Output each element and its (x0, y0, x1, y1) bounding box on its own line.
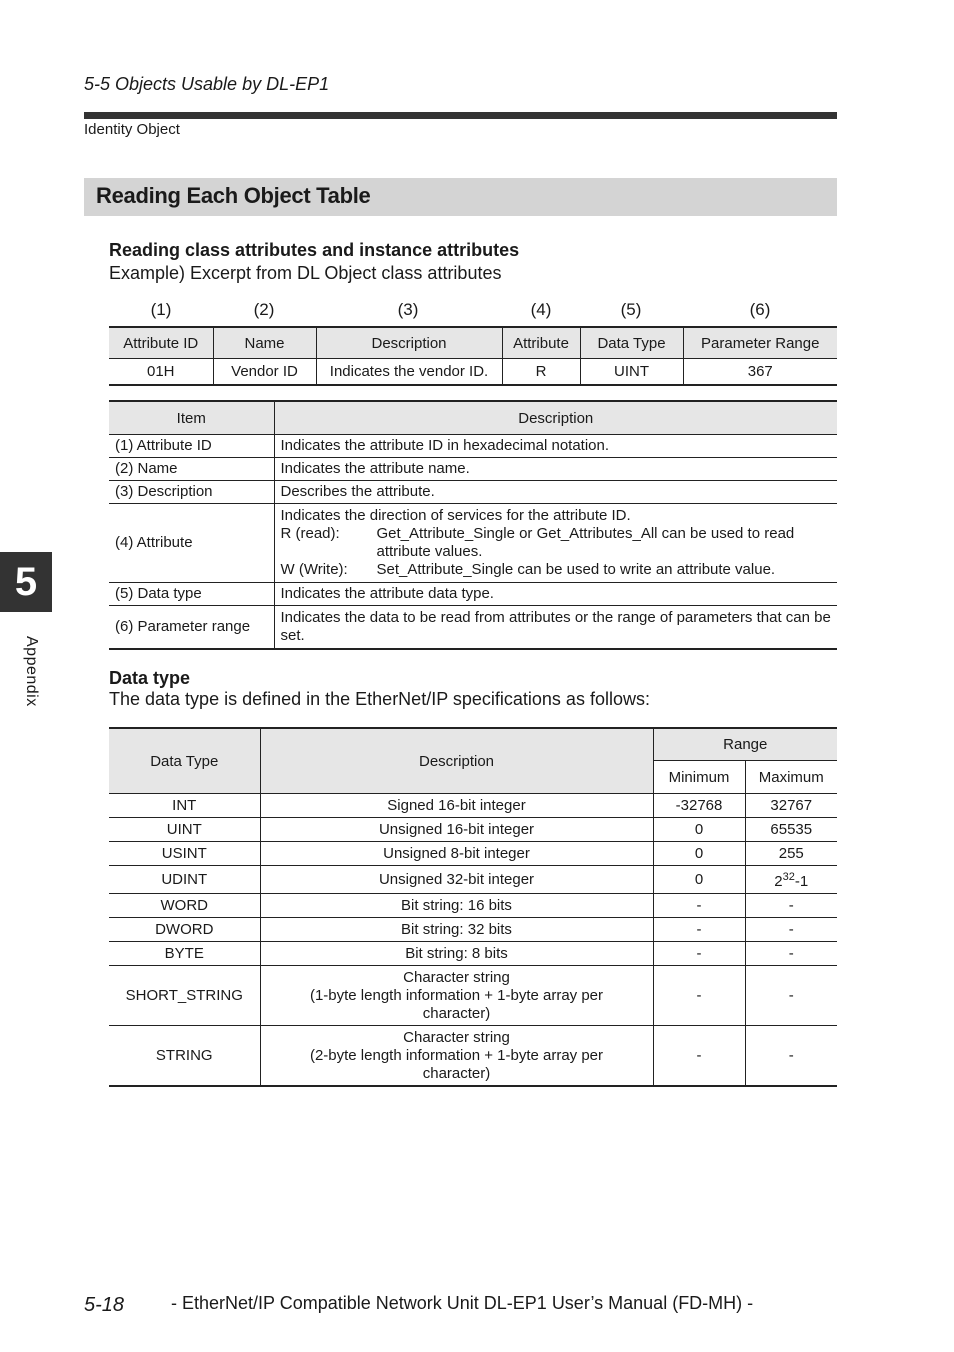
max-cell: - (745, 1026, 837, 1087)
max-cell: 32767 (745, 794, 837, 818)
desc-write-entry (281, 561, 832, 579)
item-cell: (1) Attribute ID (109, 435, 274, 458)
type-cell: UINT (109, 818, 260, 842)
max-exponent: 32 (782, 871, 795, 883)
table-row (109, 818, 837, 842)
min-cell: - (653, 966, 745, 1026)
header-cell: Description (260, 728, 653, 794)
table-row (109, 794, 837, 818)
column-number: (6) (749, 300, 771, 319)
max-cell: - (745, 942, 837, 966)
item-description-table (109, 400, 837, 650)
header-cell: Parameter Range (683, 327, 837, 359)
section2-text: The data type is defined in the EtherNet/IP specifications as follows: (109, 689, 650, 709)
desc-cell: Indicates the attribute name. (274, 458, 837, 481)
desc-write-label: W (Write): (280, 561, 348, 578)
type-cell: SHORT_STRING (109, 966, 260, 1026)
section1-subtitle: Example) Excerpt from DL Object class attributes (109, 263, 502, 283)
header-cell: Data Type (580, 327, 683, 359)
type-cell: WORD (109, 894, 260, 918)
table-row (109, 842, 837, 866)
table-cell: R (502, 359, 580, 386)
table-row (109, 435, 837, 458)
max-cell: - (745, 966, 837, 1026)
page-number: 5-18 (84, 1294, 125, 1316)
desc-cell: Bit string: 32 bits (260, 918, 653, 942)
min-cell: 0 (653, 842, 745, 866)
table-cell: Vendor ID (213, 359, 316, 386)
table-cell: UINT (580, 359, 683, 386)
table-row (109, 966, 837, 1026)
table-header-row (109, 327, 837, 359)
min-cell: - (653, 942, 745, 966)
desc-cell: Unsigned 16-bit integer (260, 818, 653, 842)
table-row (109, 942, 837, 966)
desc-cell: Unsigned 8-bit integer (260, 842, 653, 866)
desc-line: Character string (403, 1028, 510, 1046)
header-cell: Item (109, 401, 274, 435)
type-cell: DWORD (109, 918, 260, 942)
desc-cell: Indicates the data to be read from attributes or the range of parameters that can be set. (274, 606, 837, 650)
column-number: (1) (150, 300, 172, 319)
max-cell: 255 (745, 842, 837, 866)
running-head: 5-5 Objects Usable by DL-EP1 (84, 74, 330, 94)
table-cell: 367 (683, 359, 837, 386)
item-cell: (5) Data type (109, 583, 274, 606)
desc-cell: Bit string: 8 bits (260, 942, 653, 966)
desc-cell: Bit string: 16 bits (260, 894, 653, 918)
desc-line: (1-byte length information + 1-byte array per (309, 986, 604, 1004)
max-tail: -1 (794, 873, 809, 890)
header-cell: Maximum (745, 761, 837, 794)
table-row (109, 583, 837, 606)
column-number: (2) (253, 300, 275, 319)
type-cell: BYTE (109, 942, 260, 966)
column-number: (5) (620, 300, 642, 319)
header-cell: Description (316, 327, 502, 359)
desc-line: character) (422, 1004, 491, 1022)
example-column-numbers (109, 300, 837, 320)
min-cell: 0 (653, 818, 745, 842)
table-row (109, 504, 837, 583)
table-row (109, 359, 837, 386)
item-cell: (2) Name (109, 458, 274, 481)
desc-read-label: R (read): (280, 525, 340, 542)
subhead: Identity Object (84, 121, 180, 138)
table-row (109, 606, 837, 650)
desc-cell (274, 504, 837, 583)
table-header-row (109, 401, 837, 435)
type-cell: STRING (109, 1026, 260, 1087)
table-row (109, 481, 837, 504)
table-row (109, 866, 837, 894)
desc-line: Character string (403, 968, 510, 986)
max-cell: - (745, 894, 837, 918)
table-row (109, 1026, 837, 1087)
desc-cell: Signed 16-bit integer (260, 794, 653, 818)
desc-cell: Unsigned 32-bit integer (260, 866, 653, 894)
max-base: 2 (774, 873, 783, 890)
section-banner (84, 178, 837, 216)
table-row (109, 458, 837, 481)
type-cell: USINT (109, 842, 260, 866)
header-cell: Minimum (653, 761, 745, 794)
type-cell: UDINT (109, 866, 260, 894)
footer-text: - EtherNet/IP Compatible Network Unit DL-EP1 User’s Manual (FD-MH) - (171, 1293, 754, 1313)
desc-line: character) (422, 1064, 491, 1082)
min-cell: 0 (653, 866, 745, 894)
section1-title: Reading class attributes and instance attributes (109, 240, 520, 260)
data-type-table (109, 727, 837, 1087)
side-label: Appendix (23, 636, 40, 707)
desc-read-entry (281, 525, 832, 561)
desc-cell: Describes the attribute. (274, 481, 837, 504)
item-cell: (3) Description (109, 481, 274, 504)
header-cell: Attribute ID (109, 327, 213, 359)
desc-line: (2-byte length information + 1-byte array per (309, 1046, 604, 1064)
desc-cell: Indicates the attribute data type. (274, 583, 837, 606)
column-number: (3) (397, 300, 419, 319)
table-row (109, 894, 837, 918)
desc-cell: Indicates the attribute ID in hexadecimal notation. (274, 435, 837, 458)
header-cell: Name (213, 327, 316, 359)
max-cell: 65535 (745, 818, 837, 842)
chapter-tab: 5 (0, 552, 52, 612)
item-cell: (4) Attribute (109, 504, 274, 583)
desc-line: Indicates the direction of services for the attribute ID. (280, 507, 631, 524)
header-cell: Attribute (502, 327, 580, 359)
header-cell: Data Type (109, 728, 260, 794)
desc-read-text: Get_Attribute_Single or Get_Attributes_All can be used to read attribute values. (376, 525, 795, 560)
type-cell: INT (109, 794, 260, 818)
desc-write-text: Set_Attribute_Single can be used to write an attribute value. (376, 561, 776, 578)
table-cell: 01H (109, 359, 213, 386)
max-cell: - (745, 918, 837, 942)
min-cell: - (653, 918, 745, 942)
section2-title: Data type (109, 668, 191, 688)
item-cell: (6) Parameter range (109, 606, 274, 650)
header-rule (84, 112, 837, 119)
column-number: (4) (530, 300, 552, 319)
desc-cell (260, 966, 653, 1026)
table-cell: Indicates the vendor ID. (316, 359, 502, 386)
example-attribute-table (109, 326, 837, 386)
header-cell: Range (653, 728, 837, 761)
min-cell: -32768 (653, 794, 745, 818)
header-cell: Description (274, 401, 837, 435)
table-row (109, 918, 837, 942)
banner-title: Reading Each Object Table (96, 183, 371, 208)
min-cell: - (653, 894, 745, 918)
desc-cell (260, 1026, 653, 1087)
table-header-row (109, 728, 837, 761)
min-cell: - (653, 1026, 745, 1087)
max-cell (745, 866, 837, 894)
